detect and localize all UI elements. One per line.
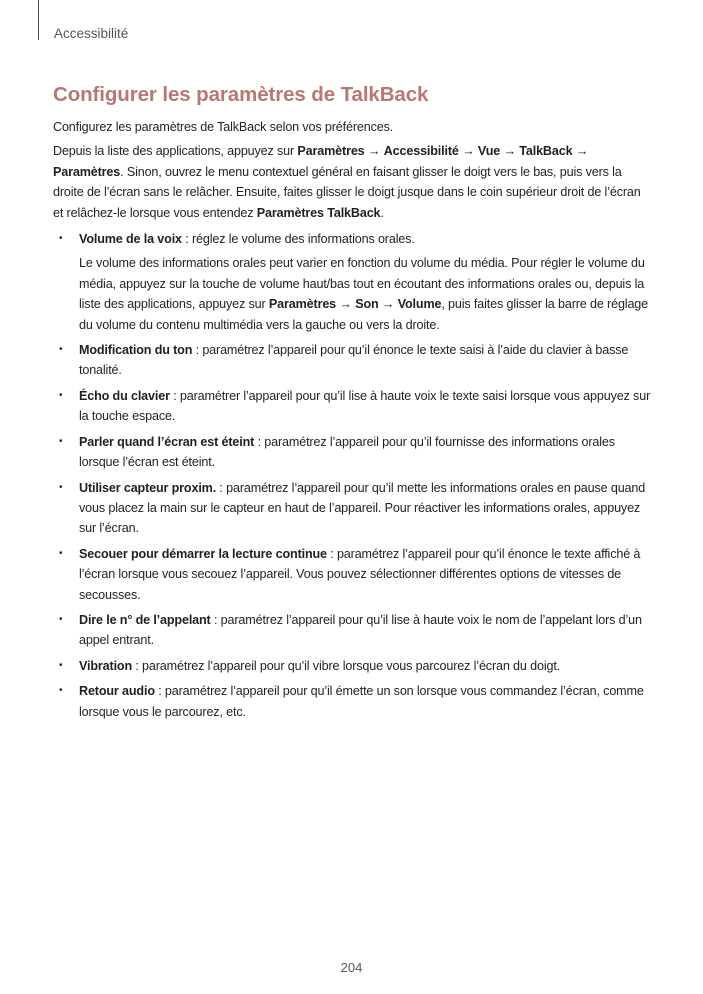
list-item xyxy=(53,229,653,335)
setting-term: Secouer pour démarrer la lecture continue xyxy=(79,546,327,561)
settings-list xyxy=(53,229,653,722)
setting-description: : paramétrer l’appareil pour qu’il lise à haute voix le texte saisi lorsque vous appuyez sur la touche espace. xyxy=(79,388,651,424)
setting-description: : paramétrez l’appareil pour qu’il énonce le texte affiché à l’écran lorsque vous secouez l’appareil. Vous pouvez sélectionner différentes options de vitesses de secousses. xyxy=(79,546,641,602)
bullet-icon: • xyxy=(59,233,63,245)
settings-path-item: Paramètres xyxy=(297,144,365,159)
setting-description: : paramétrez l’appareil pour qu’il mette les informations orales en pause quand vous placez la main sur le capteur en haut de l’appareil. Pour réactiver les informations orales, appuyez sur l’écran. xyxy=(79,480,646,536)
bullet-icon: • xyxy=(59,435,63,447)
setting-description: : paramétrez l’appareil pour qu’il lise à haute voix le nom de l’appelant lors d’un appel entrant. xyxy=(79,612,642,648)
list-item xyxy=(53,656,653,676)
settings-path-item: Son xyxy=(355,297,379,312)
setting-term: Parler quand l’écran est éteint xyxy=(79,434,255,449)
list-item xyxy=(53,478,653,539)
settings-path-item: Paramètres xyxy=(268,297,337,312)
setting-term: Écho du clavier xyxy=(79,388,170,403)
setting-term: Modification du ton xyxy=(79,343,193,358)
settings-path-item: Vue xyxy=(477,144,501,159)
page-number: 204 xyxy=(340,960,363,975)
instructions-text: . Sinon, ouvrez le menu contextuel général en faisant glisser le doigt vers le bas, puis vers la droite de l’écran sans le relâcher. Ensuite, faites glisser le doigt jusque dans le coin supérieur droit de l’écran et relâchez-le lorsque vous entendez xyxy=(53,164,641,220)
setting-description: : paramétrez l’appareil pour qu’il vibre lorsque vous parcourez l’écran du doigt. xyxy=(132,658,561,673)
list-item xyxy=(53,544,653,605)
path-arrow: → xyxy=(336,297,356,312)
intro-paragraph: Configurez les paramètres de TalkBack selon vos préférences. xyxy=(53,120,394,134)
list-item xyxy=(53,340,653,381)
list-item xyxy=(53,386,653,427)
instructions-text: Depuis la liste des applications, appuyez sur xyxy=(53,144,298,159)
content xyxy=(53,117,653,727)
setting-description: : paramétrez l’appareil pour qu’il énonce le texte saisi à l’aide du clavier à basse tonalité. xyxy=(79,343,629,378)
setting-term: Dire le n° de l’appelant xyxy=(79,612,211,627)
header-rule xyxy=(38,0,39,40)
setting-term: Volume de la voix xyxy=(79,232,182,247)
setting-description: : paramétrez l’appareil pour qu’il fournisse des informations orales lorsque l’écran est éteint. xyxy=(79,434,615,470)
page-title: Configurer les paramètres de TalkBack xyxy=(53,83,429,106)
bullet-icon: • xyxy=(59,344,63,356)
bullet-icon: • xyxy=(59,547,63,559)
instructions-text: . xyxy=(380,205,384,220)
list-item xyxy=(53,681,653,722)
path-arrow: → xyxy=(364,144,384,159)
path-arrow: → xyxy=(500,144,520,159)
section-header: Accessibilité xyxy=(54,26,129,41)
bullet-icon: • xyxy=(59,659,63,671)
setting-description: : paramétrez l’appareil pour qu’il émette un son lorsque vous commandez l’écran, comme lorsque vous le parcourez, etc. xyxy=(79,684,644,719)
list-item xyxy=(53,432,653,473)
settings-path-item: Paramètres xyxy=(53,164,121,179)
instructions-paragraph xyxy=(53,141,653,223)
settings-path-item: TalkBack xyxy=(519,144,573,159)
path-arrow: → xyxy=(572,144,589,159)
bullet-icon: • xyxy=(59,481,63,493)
setting-term: Utiliser capteur proxim. xyxy=(79,480,217,495)
list-item xyxy=(53,610,653,651)
setting-note: Le volume des informations orales peut varier en fonction du volume du média. Pour régler le volume du média, appuyez sur la touche de volume haut/bas tout en écoutant des informations orales ou, depuis la liste des applications, appuyez sur Paramètres → Son → Volume, puis faites glisser la barre de réglage du volume du contenu multimédia vers la gauche ou vers la droite. xyxy=(79,256,649,332)
bullet-icon: • xyxy=(59,613,63,625)
setting-term: Retour audio xyxy=(79,684,155,699)
bullet-icon: • xyxy=(59,389,63,401)
settings-path-item: Accessibilité xyxy=(383,144,459,159)
settings-path-item: Paramètres TalkBack xyxy=(256,205,381,220)
bullet-icon: • xyxy=(59,685,63,697)
path-arrow: → xyxy=(458,144,478,159)
path-arrow: → xyxy=(378,297,398,312)
settings-path-item: Volume xyxy=(397,297,442,312)
setting-description: : réglez le volume des informations orales. xyxy=(181,232,415,247)
setting-term: Vibration xyxy=(79,658,132,673)
